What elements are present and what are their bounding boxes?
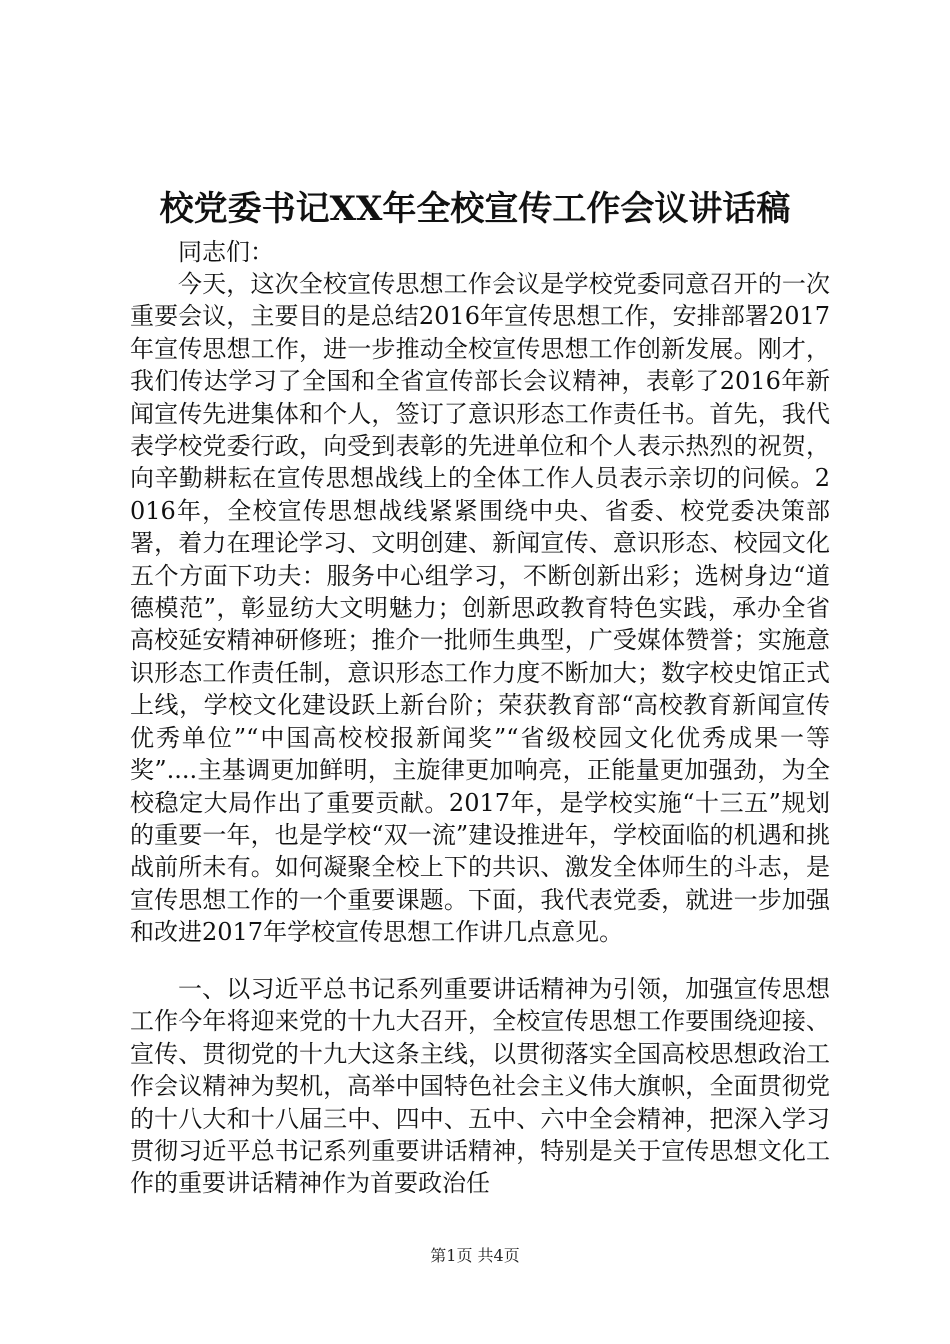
paragraph-2: 一、以习近平总书记系列重要讲话精神为引领，加强宣传思想工作今年将迎来党的十九大召开，全校宣传思想工作要围绕迎接、宣传、贯彻党的十九大这条主线，以贯彻落实全国高校思想政治工作会议精神为契机，高举中国特色社会主义伟大旗帜，全面贯彻党的十八大和十八届三中、四中、五中、六中全会精神，把深入学习贯彻习近平总书记系列重要讲话精神，特别是关于宣传思想文化工作的重要讲话精神作为首要政治任 xyxy=(130,975,830,1198)
document-title: 校党委书记XX年全校宣传工作会议讲话稿 xyxy=(159,189,791,229)
page-footer: 第1页 共4页 xyxy=(430,1246,520,1265)
salutation: 同志们： xyxy=(178,238,274,266)
paragraph-1: 今天，这次全校宣传思想工作会议是学校党委同意召开的一次重要会议，主要目的是总结2016年宣传思想工作，安排部署2017年宣传思想工作，进一步推动全校宣传思想工作创新发展。刚才，我们传达学习了全国和全省宣传部长会议精神，表彰了2016年新闻宣传先进集体和个人，签订了意识形态工作责任书。首先，我代表学校党委行政，向受到表彰的先进单位和个人表示热烈的祝贺，向辛勤耕耘在宣传思想战线上的全体工作人员表示亲切的问候。2016年，全校宣传思想战线紧紧围绕中央、省委、校党委决策部署，着力在理论学习、文明创建、新闻宣传、意识形态、校园文化五个方面下功夫：服务中心组学习，不断创新出彩；选树身边“道德模范”，彰显纺大文明魅力；创新思政教育特色实践，承办全省高校延安精神研修班；推介一批师生典型，广受媒体赞誉；实施意识形态工作责任制，意识形态工作力度不断加大；数字校史馆正式上线，学校文化建设跃上新台阶；荣获教育部“高校教育新闻宣传优秀单位”“中国高校校报新闻奖”“省级校园文化优秀成果一等奖”....主基调更加鲜明，主旋律更加响亮，正能量更加强劲，为全校稳定大局作出了重要贡献。2017年，是学校实施“十三五”规划的重要一年，也是学校“双一流”建设推进年，学校面临的机遇和挑战前所未有。如何凝聚全校上下的共识、激发全体师生的斗志，是宣传思想工作的一个重要课题。下面，我代表党委，就进一步加强和改进2017年学校宣传思想工作讲几点意见。 xyxy=(130,270,830,947)
